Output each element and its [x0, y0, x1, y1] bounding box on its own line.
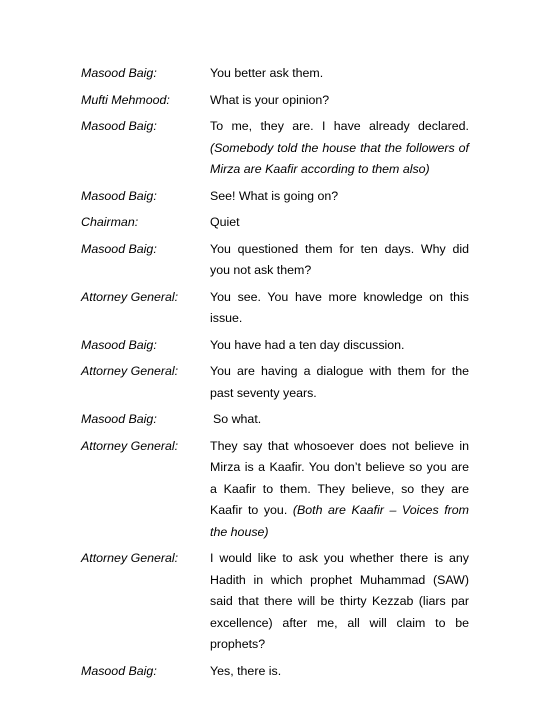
- speech-statement: You are having a dialogue with them for the past seventy years.: [210, 364, 469, 400]
- speech-text: [210, 212, 469, 234]
- speaker-name: Attorney General:: [81, 551, 179, 565]
- speaker-name: Masood Baig:: [81, 119, 157, 133]
- transcript-entry: [81, 409, 469, 431]
- speaker-name: Mufti Mehmood:: [81, 92, 170, 107]
- speaker-name: Chairman:: [81, 215, 139, 229]
- speaker-name: Masood Baig:: [81, 241, 157, 256]
- speech-statement: What is your opinion?: [210, 92, 330, 107]
- speech-statement: You see. You have more knowledge on this issue.: [210, 289, 469, 325]
- speaker-name: Attorney General:: [81, 289, 179, 304]
- speech-text: [210, 361, 469, 404]
- transcript-entry: [81, 287, 469, 330]
- transcript-entry: [81, 116, 469, 181]
- speech-statement: They say that whosoever does not believe in Mirza is a Kaafir. You don’t believe so you are a Kaafir to them. They believe, so they are Kaafir to you.: [210, 438, 469, 517]
- speech-text: [210, 186, 469, 208]
- speech-statement: So what.: [213, 412, 262, 426]
- speech-statement: Quiet: [210, 215, 240, 229]
- transcript-entry: [81, 548, 469, 656]
- transcript-entry: [81, 212, 469, 234]
- speech-note: (Both are Kaafir – Voices from the house): [210, 503, 469, 539]
- speaker-name: Masood Baig:: [81, 663, 157, 678]
- transcript-entry: [81, 661, 469, 683]
- transcript-entry: [81, 436, 469, 544]
- speech-statement: You have had a ten day discussion.: [210, 337, 405, 352]
- transcript-entry: [81, 361, 469, 404]
- speech-statement: You questioned them for ten days. Why did you not ask them?: [210, 241, 469, 277]
- transcript-entry: [81, 90, 469, 112]
- speech-text: [210, 409, 469, 431]
- speaker-name: Masood Baig:: [81, 66, 157, 80]
- speech-text: [210, 287, 469, 330]
- speaker-name: Masood Baig:: [81, 337, 157, 352]
- speech-text: [210, 661, 469, 683]
- speech-statement: You better ask them.: [210, 66, 324, 80]
- speech-text: [210, 116, 469, 181]
- speech-text: [210, 548, 469, 656]
- speech-text: [210, 239, 469, 282]
- speaker-name: Attorney General:: [81, 364, 179, 378]
- speech-text: [210, 90, 469, 112]
- speech-note: (Somebody told the house that the followers of Mirza are Kaafir according to them also): [210, 140, 469, 176]
- speech-statement: Yes, there is.: [210, 663, 282, 678]
- speaker-name: Masood Baig:: [81, 412, 157, 426]
- transcript-entry: [81, 335, 469, 357]
- speech-statement: To me, they are. I have already declared.: [210, 119, 469, 133]
- transcript-entry: [81, 186, 469, 208]
- speech-text: [210, 63, 469, 85]
- speech-text: [210, 335, 469, 357]
- transcript: [81, 63, 469, 687]
- speaker-name: Attorney General:: [81, 438, 179, 453]
- transcript-entry: [81, 239, 469, 282]
- speech-text: [210, 436, 469, 544]
- speaker-name: Masood Baig:: [81, 188, 157, 203]
- speech-statement: See! What is going on?: [210, 188, 339, 203]
- transcript-entry: [81, 63, 469, 85]
- speech-statement: I would like to ask you whether there is any Hadith in which prophet Muhammad (SAW) said that there will be thirty Kezzab (liars par excellence) after me, all will claim to be prophets?: [210, 551, 469, 651]
